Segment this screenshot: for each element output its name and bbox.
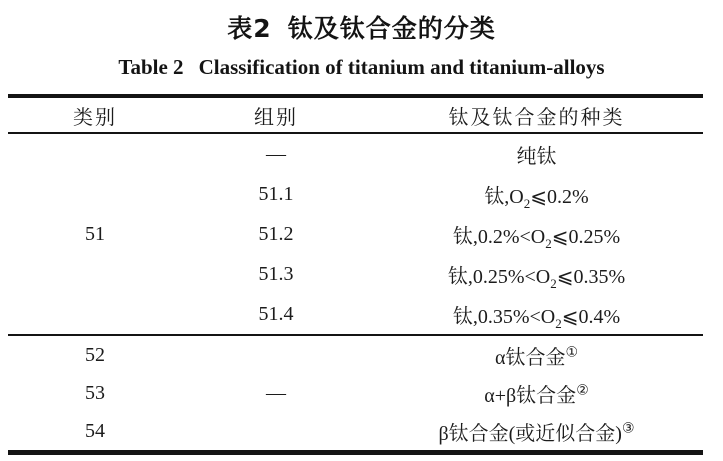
species-subscript: 2 — [545, 235, 552, 251]
species-text: ⩽0.4% — [561, 305, 621, 328]
species-text: 钛,0.2%<O — [452, 225, 546, 248]
group-cell: — — [266, 381, 286, 404]
classification-table — [8, 94, 703, 455]
table-caption-english — [0, 55, 723, 80]
column-header-category: 类别 — [8, 96, 182, 133]
category-cell: 52 — [85, 343, 105, 366]
table-caption-english-label: Table 2 — [118, 55, 184, 80]
footnote-marker: ③ — [621, 421, 635, 437]
species-cell — [370, 412, 703, 453]
species-subscript: 2 — [523, 195, 531, 211]
group-cell: 51.3 — [258, 262, 294, 285]
group-cell: 51.4 — [258, 302, 294, 325]
column-header-species: 钛及钛合金的种类 — [370, 96, 703, 133]
species-cell — [370, 374, 703, 412]
footnote-marker: ② — [576, 383, 589, 399]
table-caption-chinese-text: 钛及钛合金的分类 — [287, 14, 496, 43]
species-text: ⩽0.35% — [556, 265, 626, 288]
species-text: 钛,0.35%<O — [452, 305, 556, 328]
species-text: ⩽0.25% — [551, 225, 621, 248]
category-cell: 51 — [85, 222, 105, 245]
species-text: ⩽0.2% — [530, 185, 589, 208]
species-subscript: 2 — [550, 275, 557, 291]
header-row — [8, 96, 703, 133]
table-row — [8, 335, 703, 374]
species-text: β钛合金(或近似合金) — [438, 422, 622, 445]
species-text: 纯钛 — [516, 145, 557, 168]
species-cell — [370, 335, 703, 374]
species-cell — [370, 133, 703, 174]
category-cell: 54 — [85, 419, 105, 442]
table-caption-english-text: Classification of titanium and titanium-alloys — [198, 55, 605, 80]
group-cell: 51.1 — [258, 182, 294, 205]
category-cell: 53 — [85, 381, 105, 404]
group-cell: 51.2 — [258, 222, 294, 245]
footnote-marker: ① — [565, 345, 579, 361]
table-caption-chinese — [0, 0, 723, 44]
species-text: α+β钛合金 — [484, 384, 577, 407]
species-cell — [370, 294, 703, 335]
table-caption-chinese-label: 表2 — [227, 14, 272, 43]
column-header-group: 组别 — [182, 96, 370, 133]
species-text: 钛,0.25%<O — [447, 265, 551, 288]
species-subscript: 2 — [555, 315, 562, 331]
species-cell — [370, 254, 703, 294]
table-row — [8, 133, 703, 174]
species-text: α钛合金 — [494, 346, 566, 369]
species-cell — [370, 214, 703, 254]
species-text: 钛,O — [484, 185, 524, 208]
group-cell: — — [266, 142, 286, 165]
species-cell — [370, 174, 703, 214]
